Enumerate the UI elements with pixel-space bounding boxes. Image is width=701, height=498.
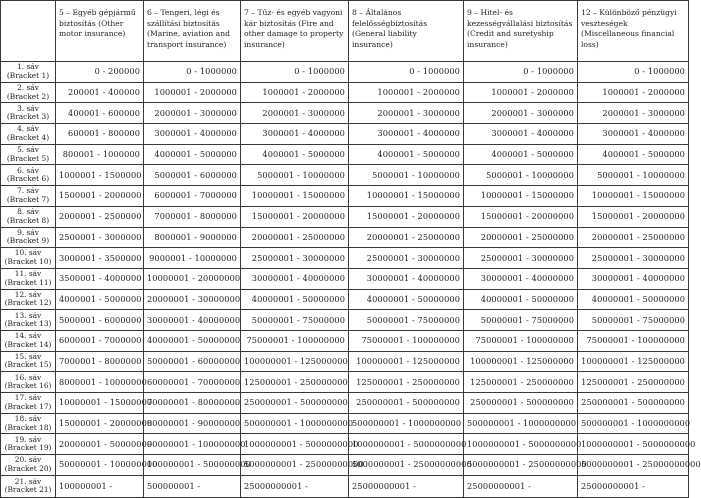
range-cell-other-motor: 200001 - 400000 [56, 82, 144, 103]
range-cell-fire-property: 4000001 - 5000000 [241, 144, 349, 165]
bracket-label: 2. sáv (Bracket 2) [1, 82, 56, 103]
range-cell-fire-property: 1000000001 - 5000000000 [241, 434, 349, 455]
range-cell-other-motor: 50000001 - 100000000 [56, 455, 144, 476]
range-cell-other-motor: 5000001 - 6000000 [56, 310, 144, 331]
range-cell-fire-property: 25000001 - 30000000 [241, 248, 349, 269]
range-cell-other-motor: 8000001 - 10000000 [56, 372, 144, 393]
range-cell-other-motor: 3500001 - 4000000 [56, 268, 144, 289]
range-cell-general-liability: 100000001 - 125000000 [349, 351, 464, 372]
header-misc-financial-loss: 12 – Különböző pénzügyi veszteségek (Miscellaneous financial loss) [578, 1, 689, 62]
range-cell-fire-property: 125000001 - 250000000 [241, 372, 349, 393]
range-cell-general-liability: 2000001 - 3000000 [349, 103, 464, 124]
header-general-liability: 8 – Általános felelősségbiztosítás (General liability insurance) [349, 1, 464, 62]
table-row [1, 206, 689, 227]
range-cell-credit-suretyship: 5000000001 - 25000000000 [464, 455, 578, 476]
range-cell-credit-suretyship: 2000001 - 3000000 [464, 103, 578, 124]
range-cell-misc-financial-loss: 100000001 - 125000000 [578, 351, 689, 372]
range-cell-marine-aviation-transport: 80000001 - 90000000 [144, 413, 241, 434]
table-row [1, 248, 689, 269]
bracket-label: 8. sáv (Bracket 8) [1, 206, 56, 227]
bracket-label: 21. sáv (Bracket 21) [1, 475, 56, 497]
range-cell-marine-aviation-transport: 50000001 - 60000000 [144, 351, 241, 372]
range-cell-marine-aviation-transport: 10000001 - 20000000 [144, 268, 241, 289]
bracket-label: 7. sáv (Bracket 7) [1, 186, 56, 207]
header-other-motor: 5 – Egyéb gépjármű biztosítás (Other motor insurance) [56, 1, 144, 62]
range-cell-marine-aviation-transport: 4000001 - 5000000 [144, 144, 241, 165]
range-cell-misc-financial-loss: 40000001 - 50000000 [578, 289, 689, 310]
range-cell-misc-financial-loss: 30000001 - 40000000 [578, 268, 689, 289]
table-row [1, 310, 689, 331]
bracket-label: 11. sáv (Bracket 11) [1, 268, 56, 289]
range-cell-other-motor: 2000001 - 2500000 [56, 206, 144, 227]
range-cell-fire-property: 2000001 - 3000000 [241, 103, 349, 124]
bracket-label: 19. sáv (Bracket 19) [1, 434, 56, 455]
range-cell-credit-suretyship: 75000001 - 100000000 [464, 330, 578, 351]
range-cell-general-liability: 75000001 - 100000000 [349, 330, 464, 351]
bracket-label: 10. sáv (Bracket 10) [1, 248, 56, 269]
table-row [1, 186, 689, 207]
header-marine-aviation-transport: 6 – Tengeri, légi és szállítási biztosítás (Marine, aviation and transport insurance) [144, 1, 241, 62]
range-cell-other-motor: 7000001 - 8000000 [56, 351, 144, 372]
table-row [1, 268, 689, 289]
range-cell-misc-financial-loss: 25000001 - 30000000 [578, 248, 689, 269]
range-cell-other-motor: 100000001 - [56, 475, 144, 497]
bracket-label: 13. sáv (Bracket 13) [1, 310, 56, 331]
range-cell-fire-property: 10000001 - 15000000 [241, 186, 349, 207]
range-cell-marine-aviation-transport: 3000001 - 4000000 [144, 124, 241, 145]
range-cell-marine-aviation-transport: 2000001 - 3000000 [144, 103, 241, 124]
range-cell-fire-property: 250000001 - 500000000 [241, 393, 349, 414]
range-cell-misc-financial-loss: 125000001 - 250000000 [578, 372, 689, 393]
range-cell-marine-aviation-transport: 5000001 - 6000000 [144, 165, 241, 186]
range-cell-general-liability: 40000001 - 50000000 [349, 289, 464, 310]
range-cell-fire-property: 0 - 1000000 [241, 62, 349, 83]
range-cell-other-motor: 4000001 - 5000000 [56, 289, 144, 310]
range-cell-other-motor: 2500001 - 3000000 [56, 227, 144, 248]
range-cell-marine-aviation-transport: 7000001 - 8000000 [144, 206, 241, 227]
bracket-label: 1. sáv (Bracket 1) [1, 62, 56, 83]
range-cell-credit-suretyship: 250000001 - 500000000 [464, 393, 578, 414]
range-cell-other-motor: 1500001 - 2000000 [56, 186, 144, 207]
range-cell-general-liability: 5000001 - 10000000 [349, 165, 464, 186]
range-cell-credit-suretyship: 0 - 1000000 [464, 62, 578, 83]
range-cell-marine-aviation-transport: 40000001 - 50000000 [144, 330, 241, 351]
table-row [1, 475, 689, 497]
range-cell-general-liability: 50000001 - 75000000 [349, 310, 464, 331]
range-cell-misc-financial-loss: 250000001 - 500000000 [578, 393, 689, 414]
bracket-label: 15. sáv (Bracket 15) [1, 351, 56, 372]
range-cell-general-liability: 25000000001 - [349, 475, 464, 497]
range-cell-credit-suretyship: 1000001 - 2000000 [464, 82, 578, 103]
range-cell-credit-suretyship: 1000000001 - 5000000000 [464, 434, 578, 455]
range-cell-credit-suretyship: 25000001 - 30000000 [464, 248, 578, 269]
range-cell-marine-aviation-transport: 60000001 - 70000000 [144, 372, 241, 393]
range-cell-marine-aviation-transport: 100000001 - 500000000 [144, 455, 241, 476]
range-cell-misc-financial-loss: 2000001 - 3000000 [578, 103, 689, 124]
range-cell-other-motor: 1000001 - 1500000 [56, 165, 144, 186]
table-row [1, 62, 689, 83]
range-cell-fire-property: 50000001 - 75000000 [241, 310, 349, 331]
range-cell-misc-financial-loss: 5000000001 - 25000000000 [578, 455, 689, 476]
table-row [1, 413, 689, 434]
range-cell-fire-property: 5000000001 - 25000000000 [241, 455, 349, 476]
range-cell-misc-financial-loss: 75000001 - 100000000 [578, 330, 689, 351]
range-cell-misc-financial-loss: 5000001 - 10000000 [578, 165, 689, 186]
table-row [1, 144, 689, 165]
table-row [1, 82, 689, 103]
range-cell-fire-property: 40000001 - 50000000 [241, 289, 349, 310]
range-cell-general-liability: 10000001 - 15000000 [349, 186, 464, 207]
header-row [1, 1, 689, 62]
bracket-label: 16. sáv (Bracket 16) [1, 372, 56, 393]
range-cell-fire-property: 25000000001 - [241, 475, 349, 497]
range-cell-marine-aviation-transport: 30000001 - 40000000 [144, 310, 241, 331]
bracket-label: 6. sáv (Bracket 6) [1, 165, 56, 186]
range-cell-marine-aviation-transport: 90000001 - 100000000 [144, 434, 241, 455]
range-cell-fire-property: 100000001 - 125000000 [241, 351, 349, 372]
range-cell-misc-financial-loss: 20000001 - 25000000 [578, 227, 689, 248]
range-cell-marine-aviation-transport: 20000001 - 30000000 [144, 289, 241, 310]
table-row [1, 227, 689, 248]
bracket-label: 12. sáv (Bracket 12) [1, 289, 56, 310]
bracket-label: 17. sáv (Bracket 17) [1, 393, 56, 414]
range-cell-general-liability: 0 - 1000000 [349, 62, 464, 83]
header-fire-property: 7 – Tűz- és egyéb vagyoni kár biztosítás (Fire and other damage to property insurance) [241, 1, 349, 62]
table-row [1, 124, 689, 145]
range-cell-fire-property: 20000001 - 25000000 [241, 227, 349, 248]
bracket-label: 3. sáv (Bracket 3) [1, 103, 56, 124]
range-cell-general-liability: 30000001 - 40000000 [349, 268, 464, 289]
range-cell-misc-financial-loss: 10000001 - 15000000 [578, 186, 689, 207]
range-cell-misc-financial-loss: 3000001 - 4000000 [578, 124, 689, 145]
range-cell-other-motor: 800001 - 1000000 [56, 144, 144, 165]
range-cell-general-liability: 1000001 - 2000000 [349, 82, 464, 103]
bracket-label: 9. sáv (Bracket 9) [1, 227, 56, 248]
range-cell-credit-suretyship: 15000001 - 20000000 [464, 206, 578, 227]
range-cell-general-liability: 25000001 - 30000000 [349, 248, 464, 269]
range-cell-credit-suretyship: 50000001 - 75000000 [464, 310, 578, 331]
range-cell-credit-suretyship: 500000001 - 1000000000 [464, 413, 578, 434]
range-cell-credit-suretyship: 25000000001 - [464, 475, 578, 497]
header-corner-cell [1, 1, 56, 62]
range-cell-general-liability: 125000001 - 250000000 [349, 372, 464, 393]
bracket-label: 20. sáv (Bracket 20) [1, 455, 56, 476]
range-cell-other-motor: 20000001 - 50000000 [56, 434, 144, 455]
table-row [1, 351, 689, 372]
range-cell-other-motor: 600001 - 800000 [56, 124, 144, 145]
table-row [1, 393, 689, 414]
range-cell-fire-property: 15000001 - 20000000 [241, 206, 349, 227]
bracket-label: 4. sáv (Bracket 4) [1, 124, 56, 145]
table-row [1, 434, 689, 455]
range-cell-marine-aviation-transport: 8000001 - 9000000 [144, 227, 241, 248]
range-cell-other-motor: 400001 - 600000 [56, 103, 144, 124]
range-cell-general-liability: 250000001 - 500000000 [349, 393, 464, 414]
table-row [1, 330, 689, 351]
table-row [1, 372, 689, 393]
range-cell-misc-financial-loss: 4000001 - 5000000 [578, 144, 689, 165]
range-cell-general-liability: 4000001 - 5000000 [349, 144, 464, 165]
range-cell-fire-property: 3000001 - 4000000 [241, 124, 349, 145]
range-cell-fire-property: 500000001 - 1000000000 [241, 413, 349, 434]
range-cell-credit-suretyship: 100000001 - 125000000 [464, 351, 578, 372]
header-credit-suretyship: 9 – Hitel- és kezességvállalási biztosítás (Credit and suretyship insurance) [464, 1, 578, 62]
range-cell-marine-aviation-transport: 0 - 1000000 [144, 62, 241, 83]
range-cell-fire-property: 75000001 - 100000000 [241, 330, 349, 351]
range-cell-misc-financial-loss: 1000000001 - 5000000000 [578, 434, 689, 455]
table-row [1, 165, 689, 186]
range-cell-general-liability: 20000001 - 25000000 [349, 227, 464, 248]
range-cell-fire-property: 5000001 - 10000000 [241, 165, 349, 186]
range-cell-general-liability: 1000000001 - 5000000000 [349, 434, 464, 455]
range-cell-misc-financial-loss: 500000001 - 1000000000 [578, 413, 689, 434]
range-cell-misc-financial-loss: 1000001 - 2000000 [578, 82, 689, 103]
range-cell-marine-aviation-transport: 70000001 - 80000000 [144, 393, 241, 414]
range-cell-marine-aviation-transport: 9000001 - 10000000 [144, 248, 241, 269]
bracket-label: 18. sáv (Bracket 18) [1, 413, 56, 434]
range-cell-credit-suretyship: 4000001 - 5000000 [464, 144, 578, 165]
range-cell-other-motor: 10000001 - 15000000 [56, 393, 144, 414]
range-cell-misc-financial-loss: 50000001 - 75000000 [578, 310, 689, 331]
range-cell-credit-suretyship: 20000001 - 25000000 [464, 227, 578, 248]
range-cell-credit-suretyship: 40000001 - 50000000 [464, 289, 578, 310]
range-cell-credit-suretyship: 5000001 - 10000000 [464, 165, 578, 186]
range-cell-misc-financial-loss: 15000001 - 20000000 [578, 206, 689, 227]
range-cell-fire-property: 30000001 - 40000000 [241, 268, 349, 289]
range-cell-general-liability: 3000001 - 4000000 [349, 124, 464, 145]
table-row [1, 455, 689, 476]
bracket-label: 14. sáv (Bracket 14) [1, 330, 56, 351]
range-cell-misc-financial-loss: 0 - 1000000 [578, 62, 689, 83]
range-cell-other-motor: 15000001 - 20000000 [56, 413, 144, 434]
range-cell-credit-suretyship: 10000001 - 15000000 [464, 186, 578, 207]
table-row [1, 289, 689, 310]
range-cell-fire-property: 1000001 - 2000000 [241, 82, 349, 103]
range-cell-credit-suretyship: 3000001 - 4000000 [464, 124, 578, 145]
range-cell-general-liability: 15000001 - 20000000 [349, 206, 464, 227]
range-cell-marine-aviation-transport: 1000001 - 2000000 [144, 82, 241, 103]
range-cell-other-motor: 3000001 - 3500000 [56, 248, 144, 269]
range-cell-credit-suretyship: 30000001 - 40000000 [464, 268, 578, 289]
range-cell-credit-suretyship: 125000001 - 250000000 [464, 372, 578, 393]
table-row [1, 103, 689, 124]
range-cell-misc-financial-loss: 25000000001 - [578, 475, 689, 497]
range-cell-other-motor: 6000001 - 7000000 [56, 330, 144, 351]
range-cell-general-liability: 500000001 - 1000000000 [349, 413, 464, 434]
range-cell-marine-aviation-transport: 500000001 - [144, 475, 241, 497]
table-body [1, 62, 701, 498]
range-cell-marine-aviation-transport: 6000001 - 7000000 [144, 186, 241, 207]
range-cell-other-motor: 0 - 200000 [56, 62, 144, 83]
range-cell-general-liability: 5000000001 - 25000000000 [349, 455, 464, 476]
bracket-label: 5. sáv (Bracket 5) [1, 144, 56, 165]
